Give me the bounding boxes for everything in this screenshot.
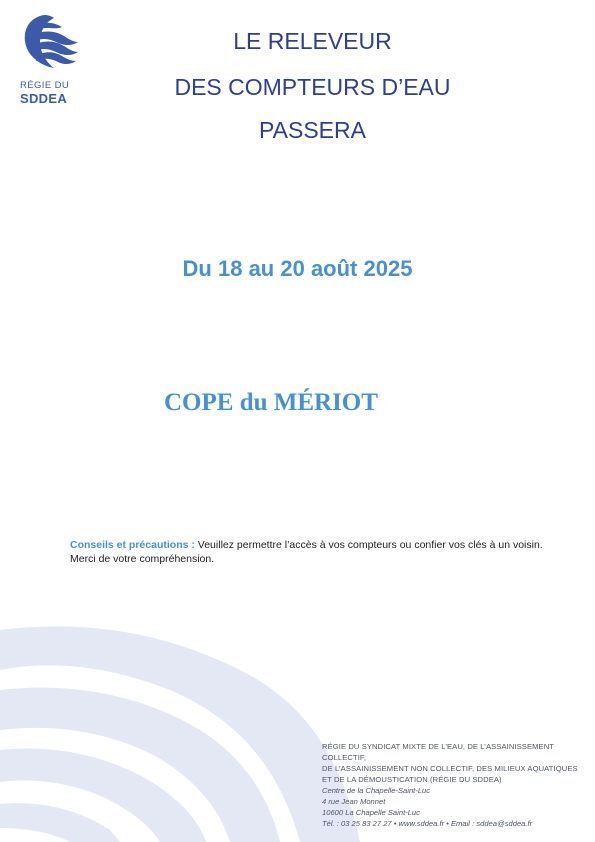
footer-address-line-1: Centre de la Chapelle-Saint-Luc <box>322 786 431 795</box>
advice-thanks: Merci de votre compréhension. <box>70 553 215 565</box>
title-line-1: LE RELEVEUR <box>233 28 392 54</box>
advice-block <box>70 538 570 566</box>
advice-label: Conseils et précautions : <box>70 539 195 551</box>
advice-text: Veuillez permettre l’accès à vos compteurs ou confier vos clés à un voisin. <box>197 539 543 551</box>
footer-address-line-3: 10600 La Chapelle Saint-Luc <box>322 808 420 817</box>
footer-org-line-2: DE L’ASSAINISSEMENT NON COLLECTIF, DES MILIEUX AQUATIQUES <box>322 764 578 773</box>
footer-contact <box>322 741 590 829</box>
title-line-2: DES COMPTEURS D’EAU <box>174 74 451 100</box>
title-line-3: PASSERA <box>259 117 366 143</box>
logo-text-sddea: SDDEA <box>20 91 68 106</box>
sddea-wave-logo-icon <box>20 12 78 74</box>
date-range: Du 18 au 20 août 2025 <box>182 256 413 281</box>
footer-address-line-2: 4 rue Jean Monnet <box>322 797 386 806</box>
location-name: COPE du MÉRIOT <box>164 389 378 416</box>
footer-org-line-3: ET DE LA DÉMOUSTICATION (RÉGIE DU SDDEA) <box>322 775 502 784</box>
logo-text-regie: RÉGIE DU <box>20 80 70 91</box>
footer-contact-line: Tél. : 03 25 83 27 27 • www.sddea.fr • Email : sddea@sddea.fr <box>322 819 533 828</box>
sddea-logo <box>18 12 80 106</box>
footer-org-line-1: RÉGIE DU SYNDICAT MIXTE DE L’EAU, DE L’ASSAINISSEMENT COLLECTIF, <box>322 742 554 762</box>
